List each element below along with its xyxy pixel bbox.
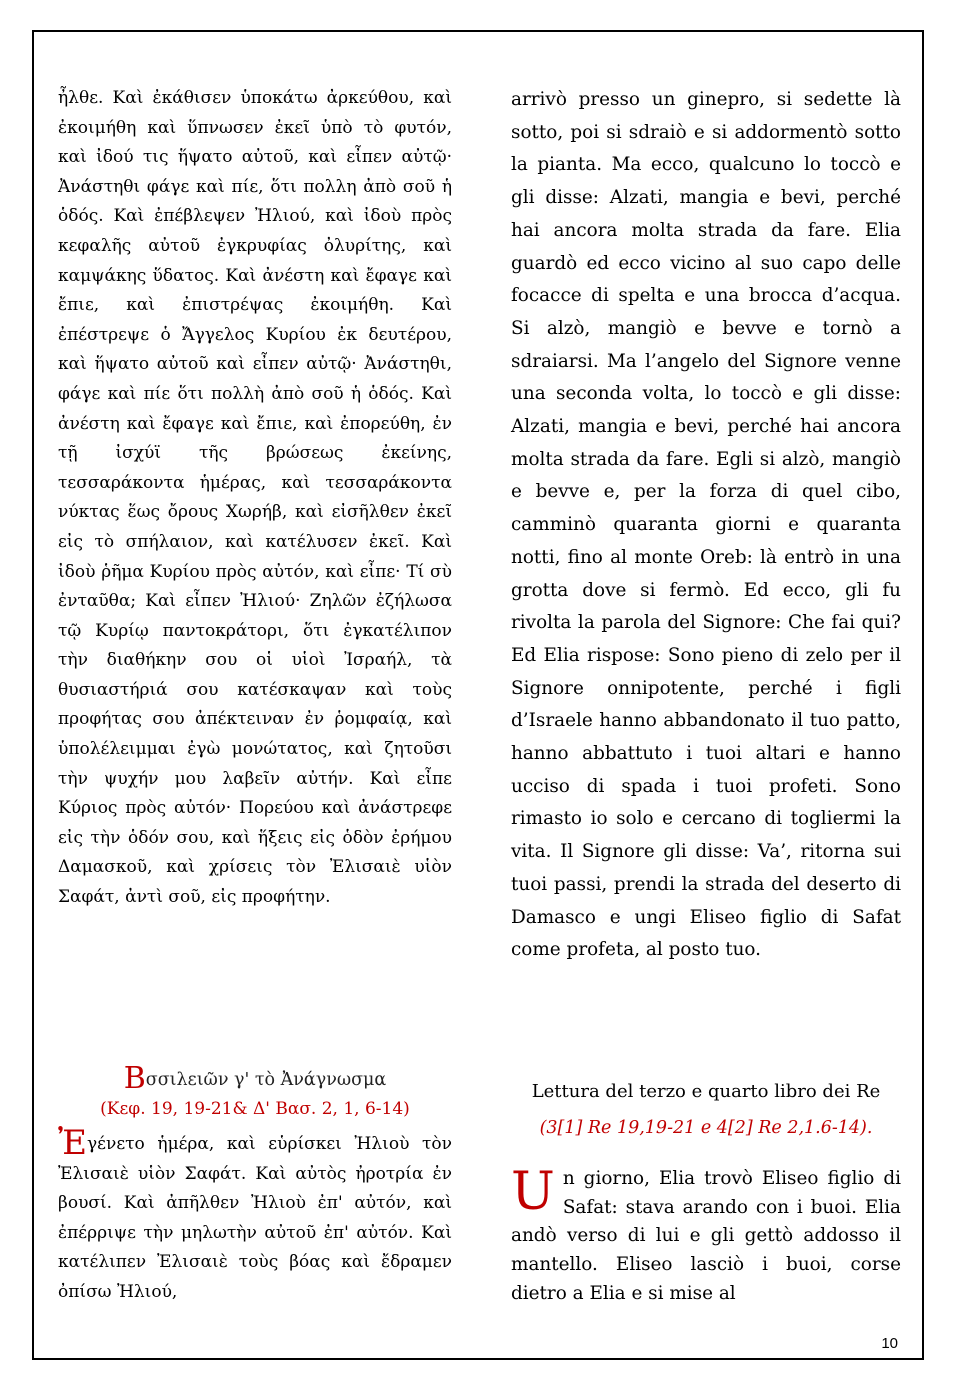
- greek-title-text: σσιλειῶν γ' τὸ Ἀνάγνωσμα: [145, 1070, 387, 1090]
- greek-reading-body: [58, 1123, 452, 1308]
- greek-title-initial: Β: [123, 1061, 146, 1096]
- italian-reading-reference: (3[1] Re 19,19-21 e 4[2] Re 2,1.6-14).: [539, 1118, 873, 1138]
- greek-reading-continued: ἦλθε. Καὶ ἐκάθισεν ὑποκάτω ἀρκεύθου, καὶ ἐκοιμήθη καὶ ὕπνωσεν ἐκεῖ ὑπὸ τὸ φυτόν, καὶ ἰδού τις ἥψατο αὐτοῦ, καὶ εἶπεν αὐτῷ· Ἀνάστηθι φάγε καὶ πίε, ὅτι πολλη ἀπὸ σοῦ ἡ ὁδός. Καὶ ἐπέβλεψεν Ἠλιού, καὶ ἰδοὺ πρὸς κεφαλῆς αὐτοῦ ἐγκρυφίας ὀλυρίτης, καὶ καμψάκης ὕδατος. Καὶ ἀνέστη καὶ ἔφαγε καὶ ἔπιε, καὶ ἐπιστρέψας ἐκοιμήθη. Καὶ ἐπέστρεψε ὁ Ἄγγελος Κυρίου ἐκ δευτέρου, καὶ ἥψατο αὐτοῦ καὶ εἶπεν αὐτῷ· Ἀνάστηθι, φάγε καὶ πίε ὅτι πολλὴ ἀπὸ σοῦ ἡ ὁδός. Καὶ ἀνέστη καὶ ἔφαγε καὶ ἔπιε, καὶ ἐπορεύθη, ἐν τῇ ἰσχύϊ τῆς βρώσεως ἐκείνης, τεσσαράκοντα ἡμέρας, καὶ τεσσαράκοντα νύκτας ἕως ὄρους Χωρήβ, καὶ εἰσῆλθεν ἐκεῖ εἰς τὸ σπήλαιον, καὶ κατέλυσεν ἐκεῖ. Καὶ ἰδοὺ ῥῆμα Κυρίου πρὸς αὐτόν, καὶ εἶπε· Τί σὺ ἐνταῦθα; Καὶ εἶπεν Ἠλιού· Ζηλῶν ἐζήλωσα τῷ Κυρίῳ παντοκράτορι, ὅτι ἐγκατέλιπον τὴν διαθήκην σου οἱ υἱοὶ Ἰσραήλ, τὰ θυσιαστήριά σου κατέσκαψαν καὶ τοὺς προφήτας σου ἀπέκτειναν ἐν ῥομφαίᾳ, καὶ ὑπολέλειμμαι ἐγὼ μονώτατος, καὶ ζητοῦσι τὴν ψυχήν μου λαβεῖν αὐτήν. Καὶ εἶπε Κύριος πρὸς αὐτόν· Πορεύου καὶ ἀνάστρεφε εἰς τὴν ὁδόν σου, καὶ ἥξεις εἰς ὁδὸν ἐρήμου Δαμασκοῦ, καὶ χρίσεις τὸν Ἐλισαιὲ υἱὸν Σαφάτ, ἀντὶ σοῦ, εἰς προφήτην.: [58, 88, 452, 908]
- greek-reading-section: [58, 1061, 452, 1308]
- greek-reading-reference: (Κεφ. 19, 19-21& Δ' Βασ. 2, 1, 6-14): [100, 1099, 410, 1119]
- italian-reading-title: Lettura del terzo e quarto libro dei Re: [531, 1081, 881, 1102]
- greek-body-text: γένετο ἡμέρα, καὶ εὑρίσκει Ἠλιοὺ τὸν Ἐλισαιὲ υἱὸν Σαφάτ. Καὶ αὐτὸς ἠροτρία ἐν βουσί. Καὶ ἀπῆλθεν Ἠλιοὺ ἐπ' αὐτόν, καὶ ἐπέρριψε τὴν μηλωτὴν αὐτοῦ ἐπ' αὐτόν. Καὶ κατέλιπεν Ἐλισαιὲ τοὺς βόας καὶ ἔδραμεν ὀπίσω Ἠλιού,: [58, 1134, 452, 1302]
- italian-reading-body: [511, 1162, 901, 1309]
- italian-body-text: n giorno, Elia trovò Eliseo figlio di Safat: stava arando con i buoi. Elia andò verso di lui e gli gettò addosso il mantello. Eliseo lasciò i buoi, corse dietro a Elia e si mise al: [511, 1168, 901, 1304]
- greek-reading-title: [58, 1061, 452, 1096]
- italian-reading-section: [511, 1075, 901, 1309]
- italian-reading-continued: arrivò presso un ginepro, si sedette là sotto, poi si sdraiò e si addormentò sotto la pianta. Ma ecco, qualcuno lo toccò e gli disse: Alzati, mangia e bevi, perché hai ancora molta strada da fare. Elia guardò ed ecco vicino al suo capo delle focacce di spelta e una brocca d’acqua. Si alzò, mangiò e bevve e tornò a sdraiarsi. Ma l’angelo del Signore venne una seconda volta, lo toccò e gli disse: Alzati, mangia e bevi, perché hai ancora molta strada da fare. Egli si alzò, mangiò e bevve e, per la forza di quel cibo, camminò quaranta giorni e quaranta notti, fino al monte Oreb: là entrò in una grotta dove si fermò. Ed ecco, gli fu rivolta la parola del Signore: Che fai qui? Ed Elia rispose: Sono pieno di zelo per il Signore onnipotente, perché i figli d’Israele hanno abbandonato il tuo patto, hanno abbattuto i tuoi altari e hanno ucciso di spada i tuoi profeti. Sono rimasto io solo e cercano di togliermi la vita. Il Signore gli disse: Va’, ritorna sui tuoi passi, prendi la strada del deserto di Damasco e ungi Eliseo figlio di Safat come profeta, al posto tuo.: [511, 89, 901, 961]
- italian-dropcap: U: [511, 1162, 555, 1222]
- page-number: 10: [881, 1335, 898, 1352]
- greek-body-initial: Ἐ: [58, 1123, 88, 1163]
